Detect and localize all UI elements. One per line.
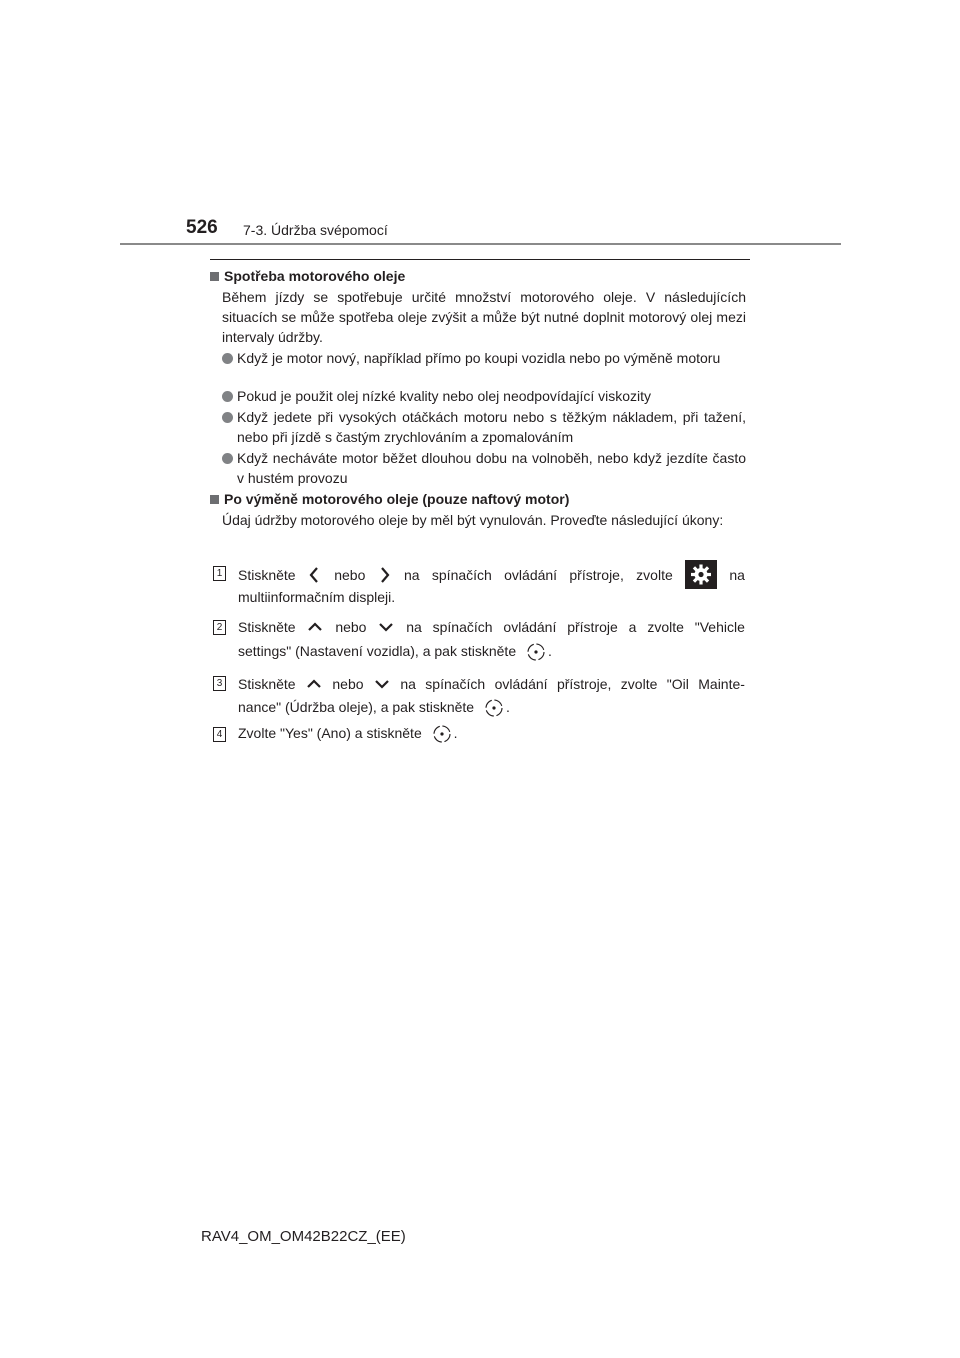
step-3-line-2: nance" (Údržba oleje), a pak stiskněte . [238,697,510,718]
round-bullet-icon [222,353,233,364]
square-bullet-icon [210,495,219,504]
ok-button-icon [484,698,504,718]
round-bullet-icon [222,391,233,402]
section-title: 7-3. Údržba svépomocí [243,222,388,238]
manual-code-footer: RAV4_OM_OM42B22CZ_(EE) [201,1228,406,1245]
step-number-badge: 4 [213,727,226,742]
step-number-badge: 2 [213,620,226,635]
header-divider [120,243,841,245]
section-heading-oil-change: Po výměně motorového oleje (pouze naftový motor) [210,489,569,509]
step-2-line-1: Stiskněte nebo na spínačích ovládání přístroje a zvolte "Vehicle [238,619,745,635]
chevron-left-icon [308,566,322,584]
chevron-up-icon [305,678,323,690]
oil-consumption-paragraph: Během jízdy se spotřebuje určité množství motorového oleje. V následujících situacích se může spotřeba oleje zvýšit a může být nutné doplnit motorový olej mezi intervaly údržby. [222,289,746,345]
list-item: Když jedete při vysokých otáčkách motoru nebo s těžkým nákladem, při tažení, nebo při jízdě s častým zrychlováním a zpomalováním [222,407,746,447]
step-4-line-1: Zvolte "Yes" (Ano) a stiskněte . [238,723,458,744]
round-bullet-icon [222,412,233,423]
section-heading-oil-consumption: Spotřeba motorového oleje [210,266,405,286]
step-1-line-1: Stiskněte nebo na spínačích ovládání přístroje, zvolte na [238,559,745,590]
step-number-badge: 3 [213,676,226,691]
list-item: Když necháváte motor běžet dlouhou dobu na volnoběh, nebo když jezdíte často v hustém provozu [222,448,746,488]
list-item: Pokud je použit olej nízké kvality nebo olej neodpovídající viskozity [222,386,746,406]
step-2-line-2: settings" (Nastavení vozidla), a pak stiskněte . [238,641,552,662]
square-bullet-icon [210,272,219,281]
chevron-down-icon [377,621,395,633]
content-divider [210,259,750,260]
settings-gear-icon [685,560,717,589]
step-number-badge: 1 [213,566,226,581]
page-number: 526 [186,217,218,238]
step-1-line-2: multiinformačním displeji. [238,589,396,605]
ok-button-icon [432,724,452,744]
step-3-line-1: Stiskněte nebo na spínačích ovládání přístroje, zvolte "Oil Mainte- [238,676,745,692]
chevron-down-icon [373,678,391,690]
ok-button-icon [526,642,546,662]
round-bullet-icon [222,453,233,464]
chevron-right-icon [378,566,392,584]
chevron-up-icon [306,621,324,633]
list-item: Když je motor nový, například přímo po koupi vozidla nebo po výměně motoru [222,348,746,368]
oil-change-paragraph: Údaj údržby motorového oleje by měl být vynulován. Proveďte následující úkony: [222,512,724,528]
